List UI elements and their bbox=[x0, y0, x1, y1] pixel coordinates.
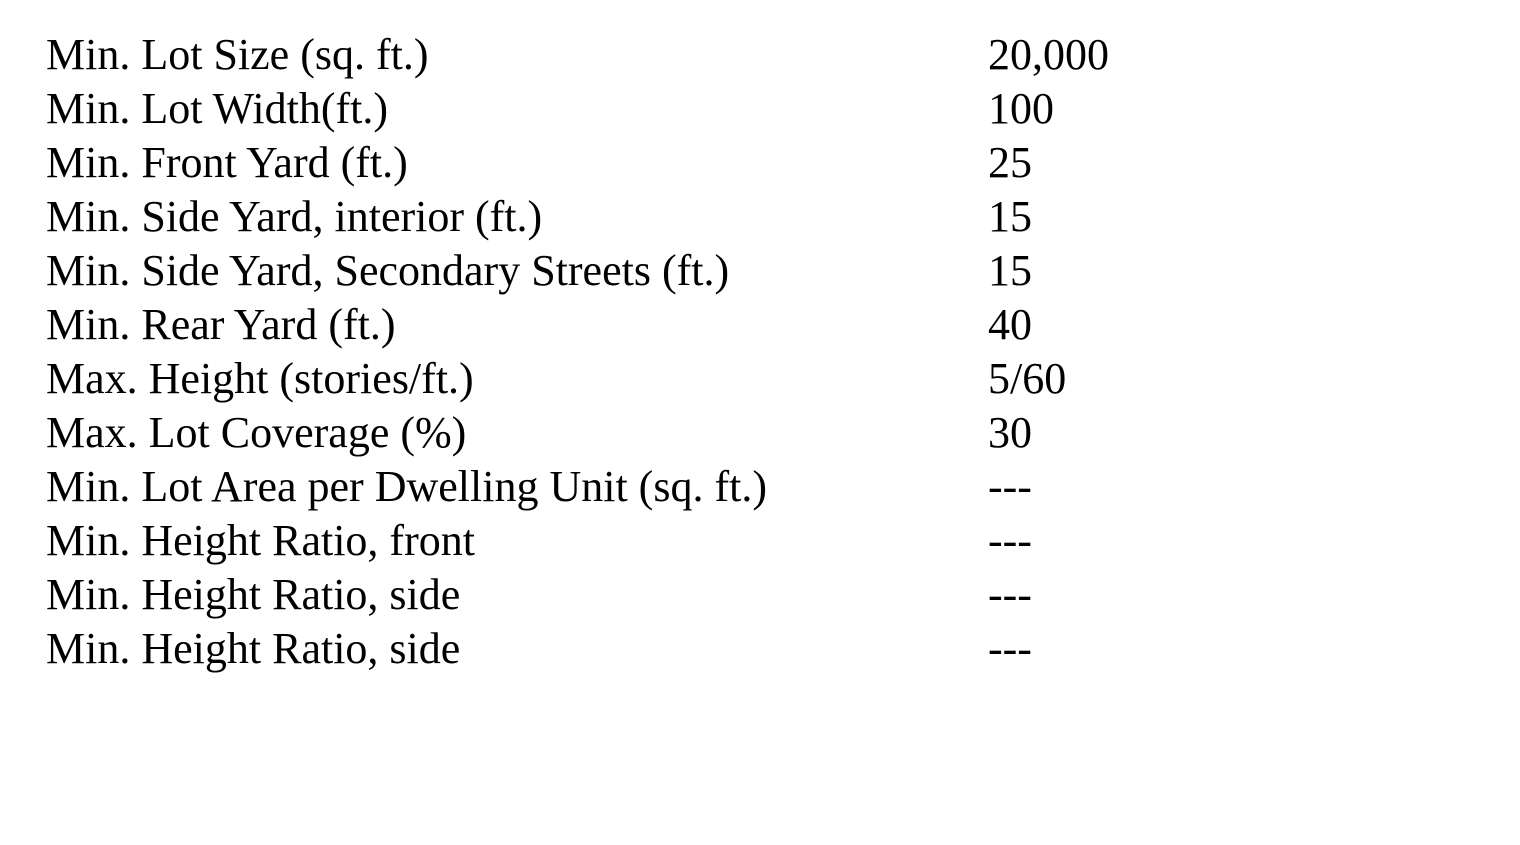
zoning-requirements-list bbox=[46, 28, 1466, 676]
list-row bbox=[46, 460, 1466, 514]
requirement-value: 40 bbox=[988, 300, 1032, 349]
requirement-value: 20,000 bbox=[988, 30, 1109, 79]
list-row bbox=[46, 28, 1466, 82]
requirement-value: 100 bbox=[988, 84, 1054, 133]
requirement-value: --- bbox=[988, 516, 1032, 565]
list-row bbox=[46, 352, 1466, 406]
requirement-value: --- bbox=[988, 570, 1032, 619]
requirement-label: Min. Side Yard, Secondary Streets (ft.) bbox=[46, 246, 730, 295]
requirement-value: 30 bbox=[988, 408, 1032, 457]
requirement-label: Min. Side Yard, interior (ft.) bbox=[46, 192, 543, 241]
list-row bbox=[46, 136, 1466, 190]
list-row bbox=[46, 622, 1466, 676]
requirement-label: Min. Lot Size (sq. ft.) bbox=[46, 30, 429, 79]
requirement-label: Min. Height Ratio, side bbox=[46, 570, 461, 619]
requirement-value: 5/60 bbox=[988, 354, 1067, 403]
requirement-value: 15 bbox=[988, 192, 1032, 241]
requirement-label: Min. Height Ratio, front bbox=[46, 516, 475, 565]
requirement-label: Min. Front Yard (ft.) bbox=[46, 138, 408, 187]
requirement-value: 15 bbox=[988, 246, 1032, 295]
requirement-label: Min. Height Ratio, side bbox=[46, 624, 461, 673]
list-row bbox=[46, 190, 1466, 244]
list-row bbox=[46, 82, 1466, 136]
requirement-label: Min. Rear Yard (ft.) bbox=[46, 300, 396, 349]
list-row bbox=[46, 244, 1466, 298]
requirement-label: Min. Lot Width(ft.) bbox=[46, 84, 389, 133]
list-row bbox=[46, 514, 1466, 568]
requirement-label: Max. Height (stories/ft.) bbox=[46, 354, 474, 403]
requirement-value: 25 bbox=[988, 138, 1032, 187]
requirement-label: Max. Lot Coverage (%) bbox=[46, 408, 467, 457]
list-row bbox=[46, 406, 1466, 460]
requirement-label: Min. Lot Area per Dwelling Unit (sq. ft.) bbox=[46, 462, 767, 511]
list-row bbox=[46, 568, 1466, 622]
requirement-value: --- bbox=[988, 462, 1032, 511]
requirement-value: --- bbox=[988, 624, 1032, 673]
list-row bbox=[46, 298, 1466, 352]
